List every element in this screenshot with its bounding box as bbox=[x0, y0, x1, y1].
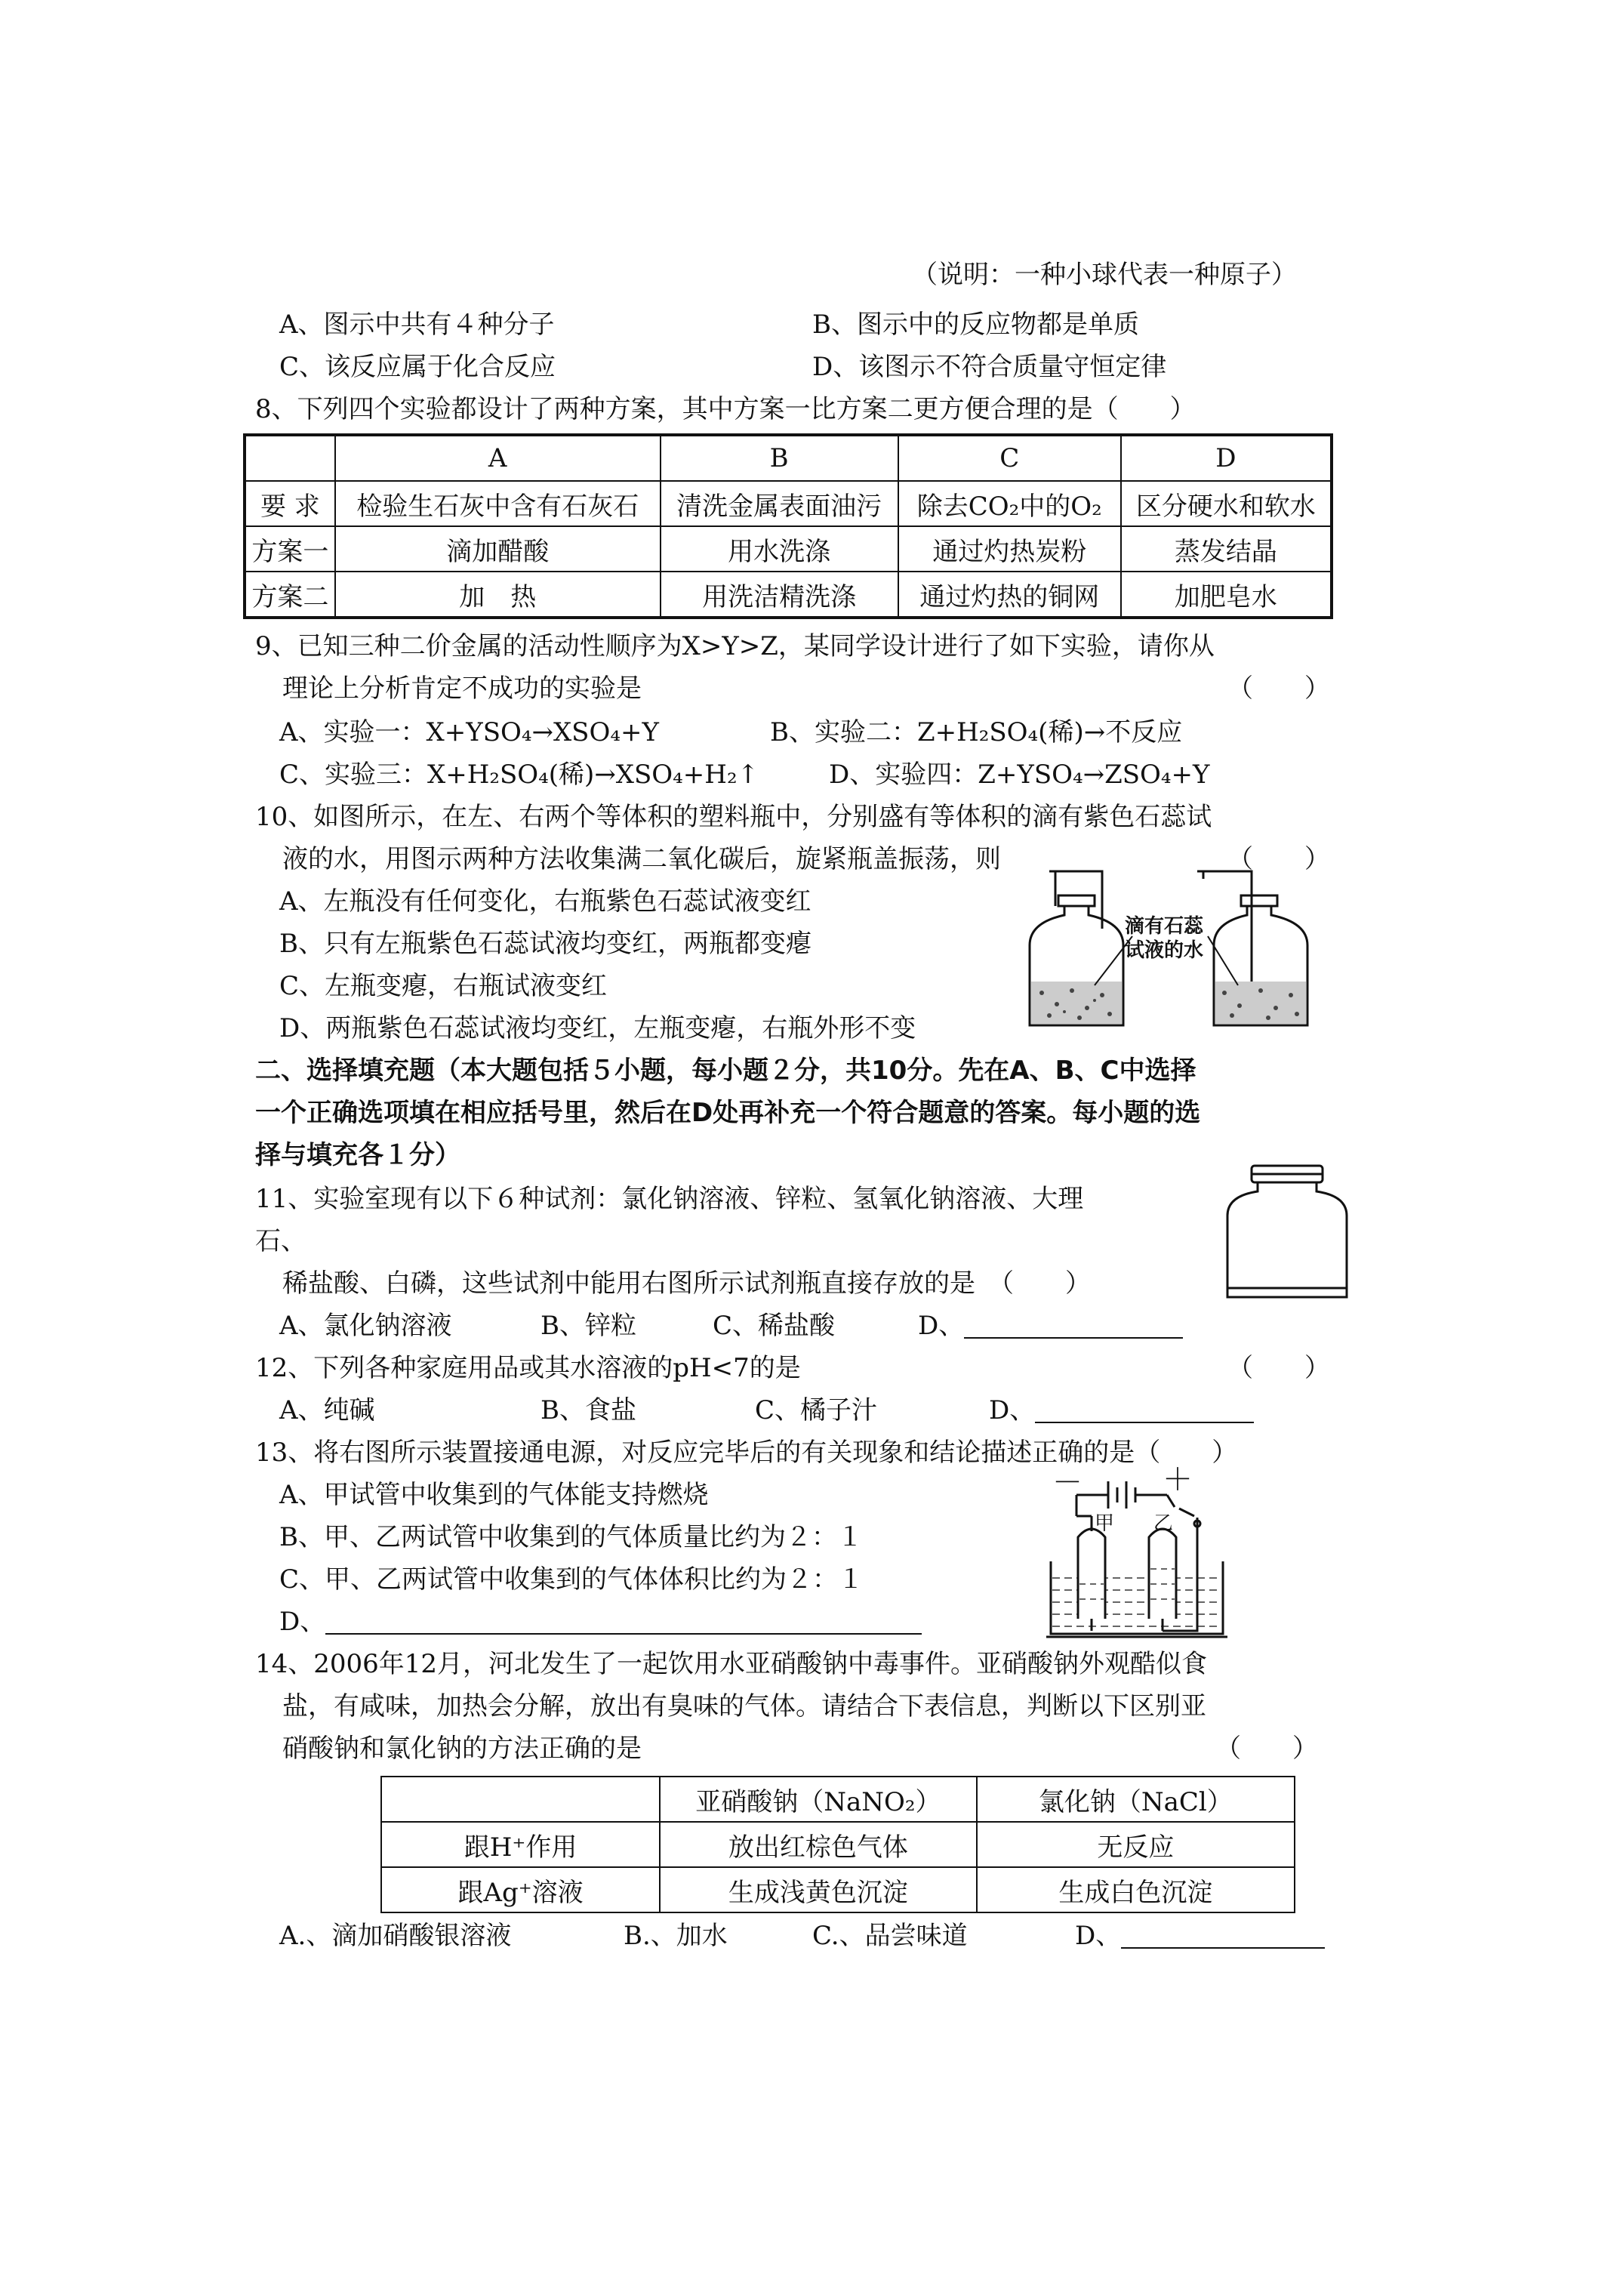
q8-table bbox=[243, 433, 1333, 619]
q8-cell: 清洗金属表面油污 bbox=[661, 481, 898, 526]
q13-option-d-label: D、 bbox=[279, 1607, 326, 1637]
q14-option-d-label: D、 bbox=[1075, 1921, 1122, 1951]
q14-header-cell: 氯化钠（NaCl） bbox=[977, 1777, 1295, 1822]
q8-cell: 要 求 bbox=[245, 481, 335, 526]
q8-row bbox=[245, 526, 1332, 572]
q14-answer-paren: （ ） bbox=[1215, 1734, 1318, 1764]
q11-answer-blank[interactable] bbox=[964, 1311, 1183, 1339]
q8-cell: 加肥皂水 bbox=[1121, 572, 1332, 618]
q9-stem-line1: 9、已知三种二价金属的活动性顺序为X>Y>Z，某同学设计进行了如下实验，请你从 bbox=[255, 631, 1215, 661]
q11-option-d bbox=[918, 1309, 1183, 1342]
q14-stem-line1: 14、2006年12月，河北发生了一起饮用水亚硝酸钠中毒事件。亚硝酸钠外观酷似食 bbox=[255, 1649, 1208, 1679]
q14-header-row bbox=[381, 1777, 1295, 1822]
reagent-bottle-icon bbox=[1227, 1166, 1347, 1297]
q8-cell: 用水洗涤 bbox=[661, 526, 898, 572]
q10-figure-label-line1: 滴有石蕊 bbox=[1125, 915, 1204, 938]
q11-stem-line2: 稀盐酸、白磷，这些试剂中能用右图所示试剂瓶直接存放的是 （ ） bbox=[282, 1268, 1091, 1299]
q10-stem-line2: 液的水，用图示两种方法收集满二氧化碳后，旋紧瓶盖振荡，则 bbox=[282, 844, 1001, 874]
q12-option-a: A、纯碱 bbox=[279, 1395, 375, 1425]
q11-option-c: C、稀盐酸 bbox=[713, 1311, 836, 1341]
q14-cell: 生成浅黄色沉淀 bbox=[660, 1867, 977, 1912]
section2-heading-line3: 择与填充各１分） bbox=[255, 1140, 460, 1170]
section2-heading-line1: 二、选择填充题（本大题包括５小题，每小题２分，共10分。先在A、B、C中选择 bbox=[255, 1056, 1196, 1086]
q11-stem-line1b: 石、 bbox=[255, 1226, 306, 1256]
q13-option-a: A、甲试管中收集到的气体能支持燃烧 bbox=[279, 1480, 709, 1510]
q13-option-b: B、甲、乙两试管中收集到的气体质量比约为２：１ bbox=[279, 1522, 863, 1552]
tube-label-jia: 甲 bbox=[1095, 1512, 1115, 1535]
q14-option-b: B.、加水 bbox=[624, 1921, 728, 1951]
q14-stem-line3: 硝酸钠和氯化钠的方法正确的是 bbox=[282, 1734, 642, 1764]
section2-heading-line2: 一个正确选项填在相应括号里，然后在D处再补充一个符合题意的答案。每小题的选 bbox=[255, 1098, 1201, 1128]
q8-cell: 蒸发结晶 bbox=[1121, 526, 1332, 572]
q7-option-c: C、该反应属于化合反应 bbox=[279, 352, 556, 382]
q14-option-a: A.、滴加硝酸银溶液 bbox=[279, 1921, 512, 1951]
tube-label-yi: 乙 bbox=[1153, 1512, 1174, 1535]
q13-option-d bbox=[279, 1605, 922, 1638]
q7-option-d: D、该图示不符合质量守恒定律 bbox=[812, 352, 1167, 382]
q12-stem: 12、下列各种家庭用品或其水溶液的pH<7的是 bbox=[255, 1353, 801, 1383]
q12-option-d-label: D、 bbox=[989, 1395, 1036, 1425]
figure-note: （说明：一种小球代表一种原子） bbox=[912, 260, 1297, 290]
reagent-bottle-figure bbox=[1223, 1161, 1351, 1305]
q14-option-d bbox=[1075, 1919, 1325, 1952]
q8-cell: 通过灼热炭粉 bbox=[898, 526, 1121, 572]
electrode-minus: － bbox=[1052, 1465, 1083, 1500]
q8-cell: 除去CO₂中的O₂ bbox=[898, 481, 1121, 526]
q14-header-cell bbox=[381, 1777, 660, 1822]
q11-stem-line1: 11、实验室现有以下６种试剂：氯化钠溶液、锌粒、氢氧化钠溶液、大理 bbox=[255, 1184, 1084, 1214]
q8-header-cell bbox=[245, 435, 335, 481]
q14-option-c: C.、品尝味道 bbox=[812, 1921, 968, 1951]
q14-cell: 无反应 bbox=[977, 1822, 1295, 1867]
q10-option-d: D、两瓶紫色石蕊试液均变红，左瓶变瘪，右瓶外形不变 bbox=[279, 1013, 916, 1043]
q8-header-row bbox=[245, 435, 1332, 481]
q8-row bbox=[245, 481, 1332, 526]
q12-option-d bbox=[989, 1394, 1254, 1427]
q11-option-a: A、氯化钠溶液 bbox=[279, 1311, 452, 1341]
q8-cell: 通过灼热的铜网 bbox=[898, 572, 1121, 618]
q9-stem-line2: 理论上分析肯定不成功的实验是 bbox=[282, 673, 642, 704]
q14-cell: 生成白色沉淀 bbox=[977, 1867, 1295, 1912]
q14-row bbox=[381, 1867, 1295, 1912]
test-tube-yi-icon bbox=[1149, 1529, 1176, 1619]
q13-answer-blank[interactable] bbox=[325, 1607, 922, 1635]
q10-stem-line1: 10、如图所示，在左、右两个等体积的塑料瓶中，分别盛有等体积的滴有紫色石蕊试 bbox=[255, 802, 1212, 832]
q14-cell: 跟H⁺作用 bbox=[381, 1822, 660, 1867]
q9-option-a: A、实验一：X+YSO₄→XSO₄+Y bbox=[279, 717, 659, 747]
q11-option-b: B、锌粒 bbox=[540, 1311, 636, 1341]
q7-option-a: A、图示中共有４种分子 bbox=[279, 310, 555, 340]
q10-answer-paren: （ ） bbox=[1227, 844, 1330, 874]
q14-header-cell: 亚硝酸钠（NaNO₂） bbox=[660, 1777, 977, 1822]
q9-option-d: D、实验四：Z+YSO₄→ZSO₄+Y bbox=[829, 760, 1210, 790]
q12-option-b: B、食盐 bbox=[540, 1395, 636, 1425]
q8-header-cell: A bbox=[335, 435, 661, 481]
q14-answer-blank[interactable] bbox=[1121, 1922, 1325, 1949]
q14-cell: 放出红棕色气体 bbox=[660, 1822, 977, 1867]
electrode-plus: ＋ bbox=[1163, 1462, 1193, 1497]
q7-option-b: B、图示中的反应物都是单质 bbox=[812, 310, 1139, 340]
q14-table bbox=[380, 1776, 1295, 1913]
q9-option-c: C、实验三：X+H₂SO₄(稀)→XSO₄+H₂↑ bbox=[279, 760, 759, 790]
q14-cell: 跟Ag⁺溶液 bbox=[381, 1867, 660, 1912]
q12-option-c: C、橘子汁 bbox=[755, 1395, 878, 1425]
q8-cell: 检验生石灰中含有石灰石 bbox=[335, 481, 661, 526]
q10-option-c: C、左瓶变瘪，右瓶试液变红 bbox=[279, 971, 608, 1001]
q11-option-d-label: D、 bbox=[918, 1311, 965, 1341]
q14-stem-line2: 盐，有咸味，加热会分解，放出有臭味的气体。请结合下表信息，判断以下区别亚 bbox=[282, 1691, 1206, 1721]
q9-answer-paren: （ ） bbox=[1227, 673, 1330, 704]
q13-stem: 13、将右图所示装置接通电源，对反应完毕后的有关现象和结论描述正确的是（ ） bbox=[255, 1438, 1238, 1468]
q8-cell: 滴加醋酸 bbox=[335, 526, 661, 572]
q8-cell: 方案二 bbox=[245, 572, 335, 618]
q9-option-b: B、实验二：Z+H₂SO₄(稀)→不反应 bbox=[770, 717, 1183, 747]
test-tube-jia-icon bbox=[1078, 1529, 1105, 1619]
q8-cell: 加 热 bbox=[335, 572, 661, 618]
q12-answer-paren: （ ） bbox=[1227, 1353, 1330, 1383]
q14-row bbox=[381, 1822, 1295, 1867]
q8-header-cell: C bbox=[898, 435, 1121, 481]
q8-header-cell: D bbox=[1121, 435, 1332, 481]
q10-option-b: B、只有左瓶紫色石蕊试液均变红，两瓶都变瘪 bbox=[279, 929, 812, 959]
q12-answer-blank[interactable] bbox=[1035, 1396, 1254, 1423]
q8-stem: 8、下列四个实验都设计了两种方案，其中方案一比方案二更方便合理的是（ ） bbox=[255, 394, 1196, 424]
q8-cell: 用洗洁精洗涤 bbox=[661, 572, 898, 618]
q13-option-c: C、甲、乙两试管中收集到的气体体积比约为２：１ bbox=[279, 1564, 864, 1595]
q10-figure-label-line2: 试液的水 bbox=[1125, 939, 1204, 962]
q8-header-cell: B bbox=[661, 435, 898, 481]
q8-row bbox=[245, 572, 1332, 618]
q8-cell: 区分硬水和软水 bbox=[1121, 481, 1332, 526]
q10-option-a: A、左瓶没有任何变化，右瓶紫色石蕊试液变红 bbox=[279, 886, 812, 917]
q8-cell: 方案一 bbox=[245, 526, 335, 572]
